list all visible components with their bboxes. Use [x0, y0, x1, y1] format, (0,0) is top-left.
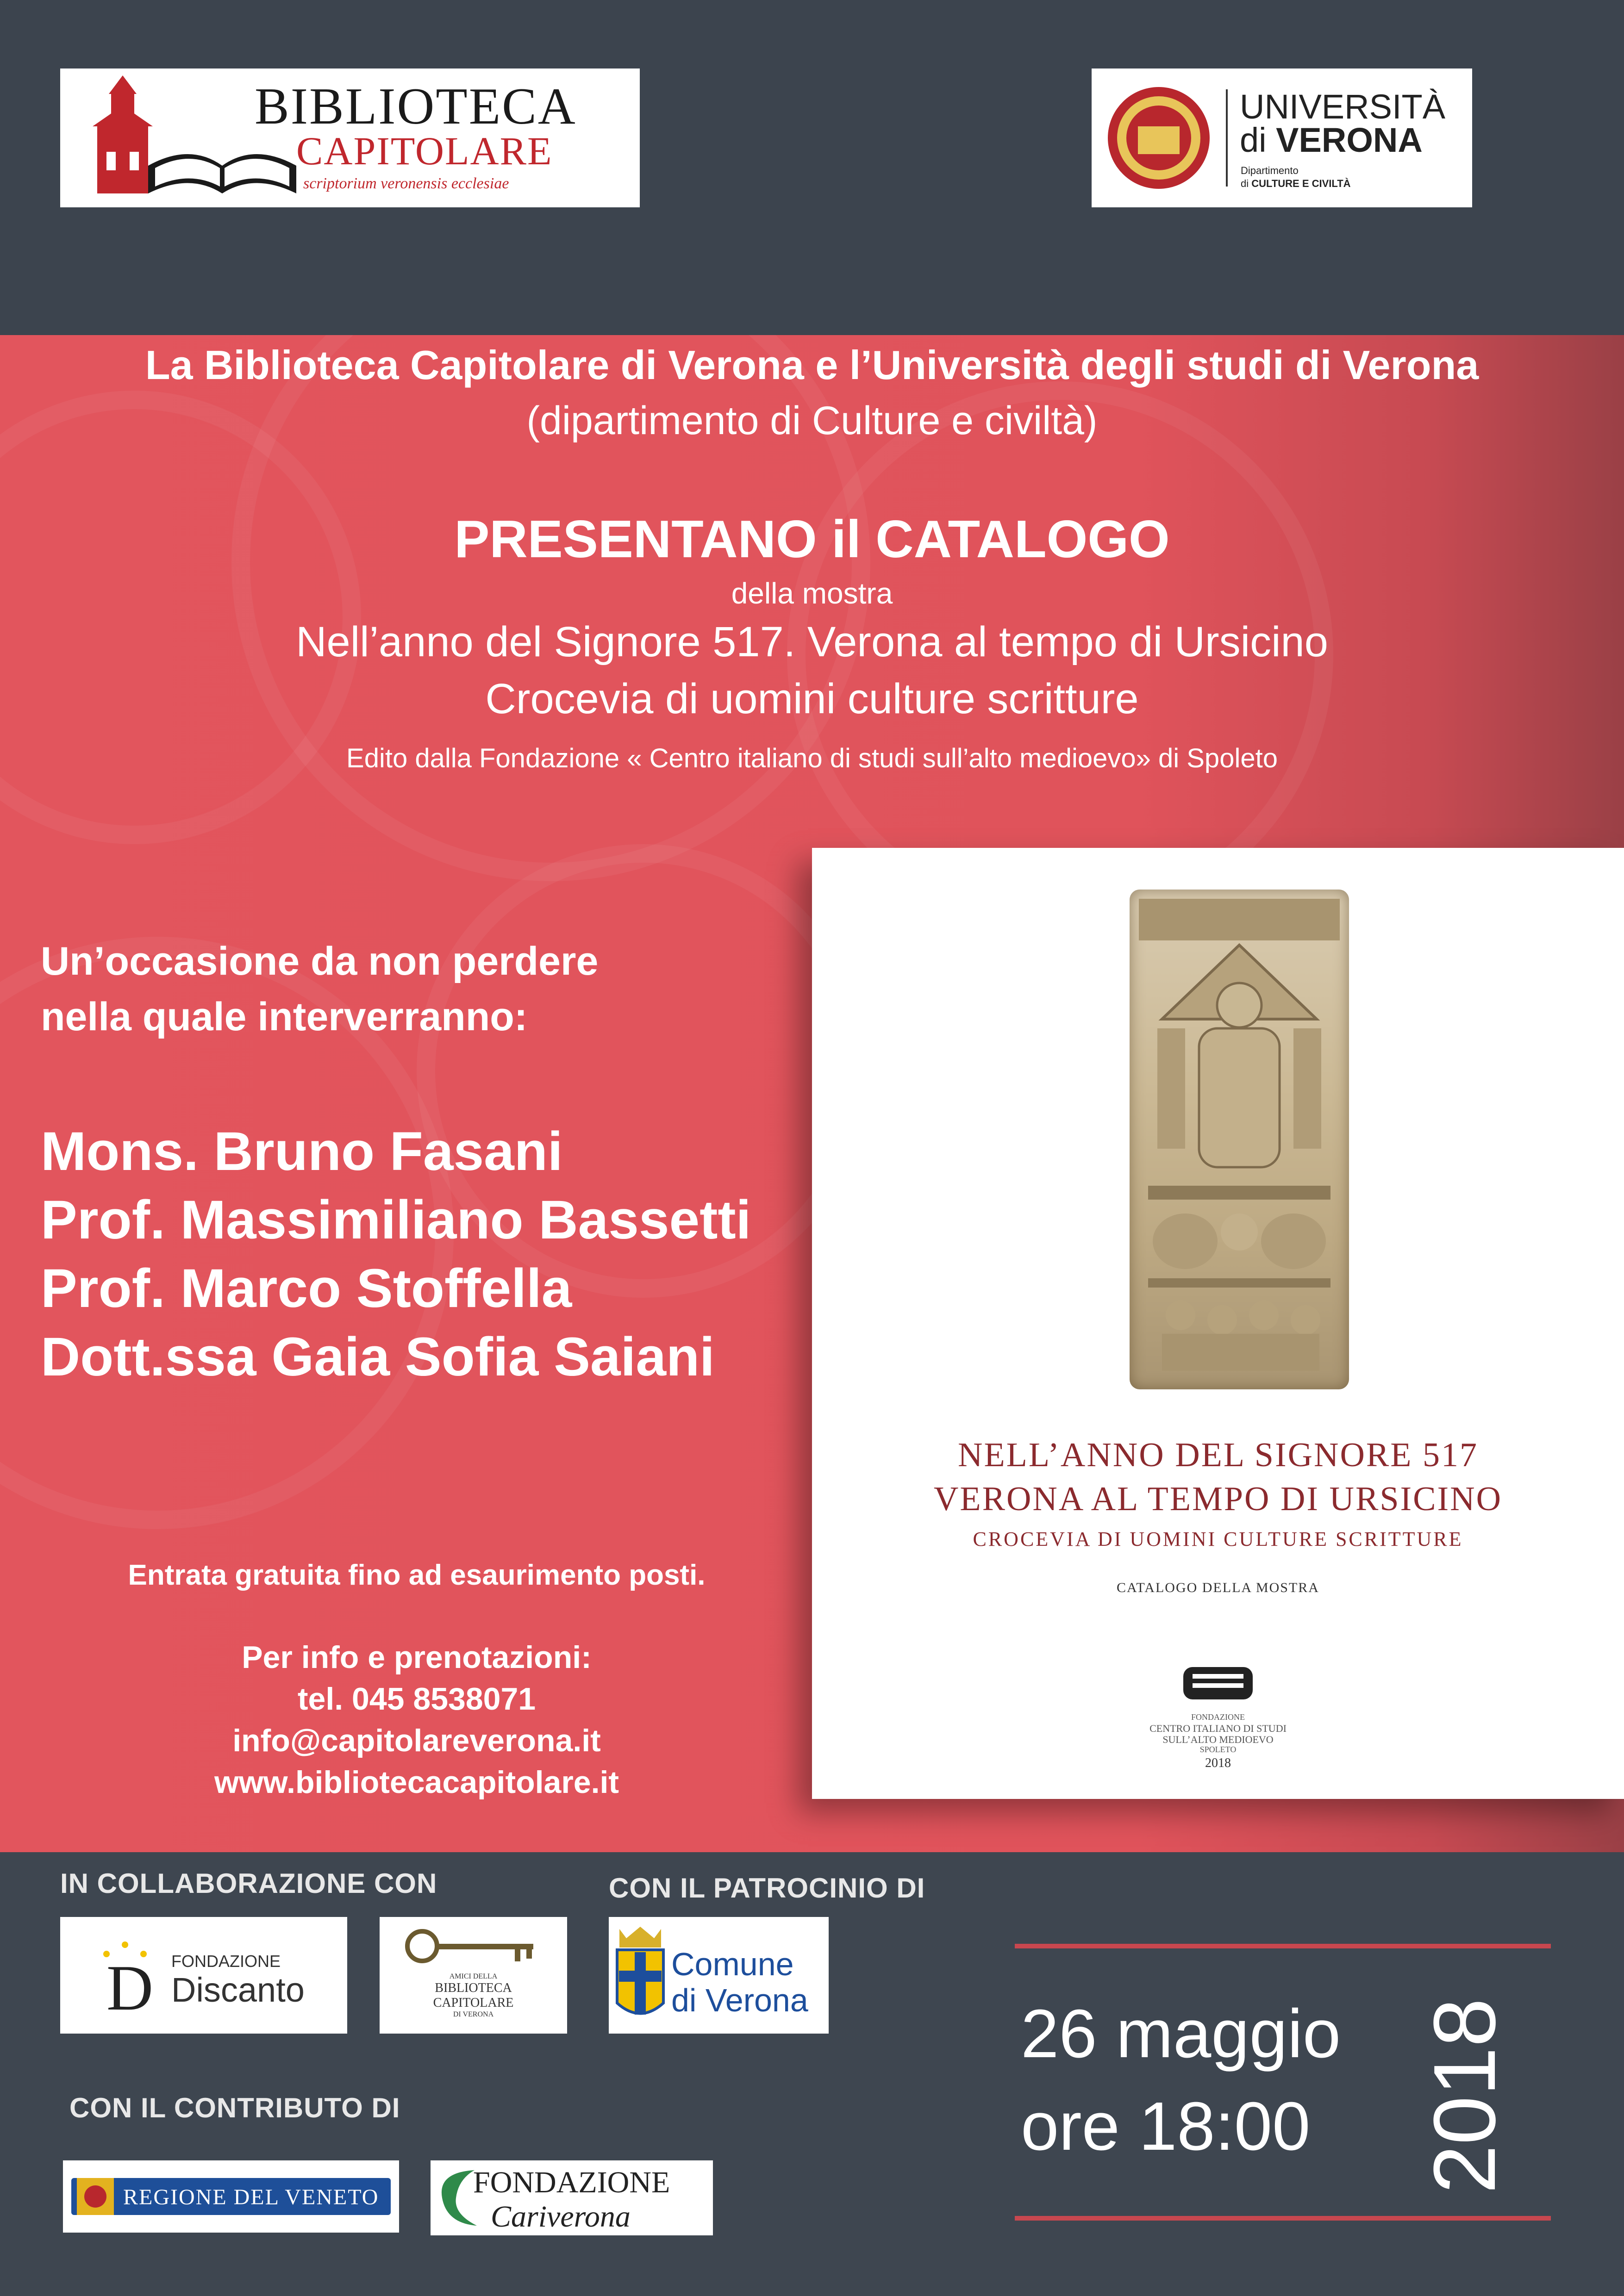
univr-divider [1226, 89, 1228, 187]
speaker-3: Prof. Marco Stoffella [41, 1258, 572, 1319]
logo-motto: scriptorium veronensis ecclesiae [303, 175, 509, 192]
fondazione-discanto-logo [60, 1917, 347, 2034]
catalog-title-1: NELL’ANNO DEL SIGNORE 517 [958, 1436, 1478, 1474]
ivory-relief-figures [1130, 890, 1349, 1389]
biblioteca-capitolare-logo [60, 68, 640, 207]
univr-dept-di: di [1241, 178, 1249, 189]
occasion-line2: nella quale interverranno: [41, 995, 528, 1039]
edito-line: Edito dalla Fondazione « Centro italiano di studi sull’alto medioevo» di Spoleto [346, 743, 1278, 773]
comune-verona-logo [609, 1917, 829, 2034]
regione-text: REGIONE DEL VENETO [123, 2185, 379, 2209]
amici-line1: AMICI DELLA [449, 1972, 498, 1980]
date-bottom-rule [1015, 2216, 1551, 2221]
collaborazione-label: IN COLLABORAZIONE CON [60, 1868, 437, 1899]
amici-line2: BIBLIOTECA [435, 1981, 512, 1995]
intro-line1: La Biblioteca Capitolare di Verona e l’Università degli studi di Verona [145, 342, 1479, 388]
univr-line2-verona: VERONA [1276, 121, 1423, 159]
amici-line4: DI VERONA [453, 2010, 494, 2018]
univr-line1: UNIVERSITÀ [1240, 87, 1446, 126]
email-link[interactable]: info@capitolareverona.it [232, 1723, 601, 1758]
catalog-subtitle: CROCEVIA DI UOMINI CULTURE SCRITTURE [973, 1528, 1463, 1550]
catalog-label: CATALOGO DELLA MOSTRA [1117, 1580, 1319, 1595]
telephone: tel. 045 8538071 [297, 1681, 536, 1717]
publisher-line-3: SULL’ALTO MEDIOEVO [1162, 1734, 1274, 1745]
comune-line1: Comune [671, 1946, 794, 1982]
patrocinio-label: CON IL PATROCINIO DI [609, 1873, 925, 1904]
discanto-stars-icon [88, 1935, 162, 2019]
website-link[interactable]: www.bibliotecacapitolare.it [214, 1765, 619, 1800]
univr-dept-text: CULTURE E CIVILTÀ [1251, 178, 1351, 189]
univr-dept-label: Dipartimento [1241, 165, 1299, 176]
amici-biblioteca-logo [380, 1917, 567, 2034]
della-mostra: della mostra [731, 577, 893, 610]
discanto-small: FONDAZIONE [171, 1952, 281, 1971]
svg-text:D: D [106, 1952, 154, 2019]
event-year: 2018 [1416, 1998, 1514, 2194]
exhibition-title-2: Crocevia di uomini culture scritture [485, 675, 1139, 722]
per-info: Per info e prenotazioni: [242, 1640, 592, 1675]
univr-line2 [1240, 120, 1423, 160]
regione-veneto-logo [63, 2160, 399, 2233]
cariverona-line2: Cariverona [491, 2200, 631, 2234]
universita-verona-logo [1092, 68, 1472, 207]
speaker-1: Mons. Bruno Fasani [41, 1121, 563, 1182]
publisher-line-2: CENTRO ITALIANO DI STUDI [1149, 1723, 1287, 1734]
comune-line2: di Verona [671, 1982, 808, 2018]
intro-line2: (dipartimento di Culture e civiltà) [526, 398, 1098, 443]
univr-line2-di: di [1240, 121, 1267, 159]
logo-title-biblioteca: BIBLIOTECA [255, 78, 577, 135]
speaker-2: Prof. Massimiliano Bassetti [41, 1189, 751, 1251]
ivory-diptych-image [1130, 890, 1349, 1389]
event-date: 26 maggio [1021, 1996, 1341, 2072]
lion-of-st-mark-icon [77, 2178, 114, 2215]
amici-text [380, 1972, 567, 2019]
catalog-year: 2018 [1205, 1756, 1231, 1770]
date-top-rule [1015, 1944, 1551, 1948]
contributo-label: CON IL CONTRIBUTO DI [69, 2092, 400, 2123]
event-time: ore 18:00 [1021, 2088, 1311, 2165]
speaker-4: Dott.ssa Gaia Sofia Saiani [41, 1326, 715, 1388]
catalog-cover-image [812, 848, 1624, 1799]
cariverona-line1: FONDAZIONE [473, 2165, 670, 2199]
catalog-title-2: VERONA AL TEMPO DI URSICINO [933, 1480, 1503, 1518]
key-icon [404, 1925, 543, 1967]
exhibition-title-1: Nell’anno del Signore 517. Verona al tempo di Ursicino [296, 618, 1328, 666]
publisher-line-4: SPOLETO [1199, 1745, 1237, 1754]
cisam-emblem-icon [1179, 1662, 1257, 1704]
entrata-gratuita: Entrata gratuita fino ad esaurimento posti. [128, 1559, 706, 1591]
amici-line3: CAPITOLARE [433, 1996, 514, 2010]
verona-coat-of-arms-icon [612, 1924, 668, 2026]
occasion-line1: Un’occasione da non perdere [41, 939, 599, 983]
university-seal-icon [1106, 85, 1212, 191]
presentano-heading: PRESENTANO il CATALOGO [454, 510, 1170, 569]
fondazione-cariverona-logo [431, 2160, 713, 2235]
logo-title-capitolare: CAPITOLARE [296, 129, 553, 173]
univr-dept-name [1241, 178, 1351, 190]
discanto-big: Discanto [171, 1971, 305, 2009]
publisher-line-1: FONDAZIONE [1191, 1712, 1245, 1722]
